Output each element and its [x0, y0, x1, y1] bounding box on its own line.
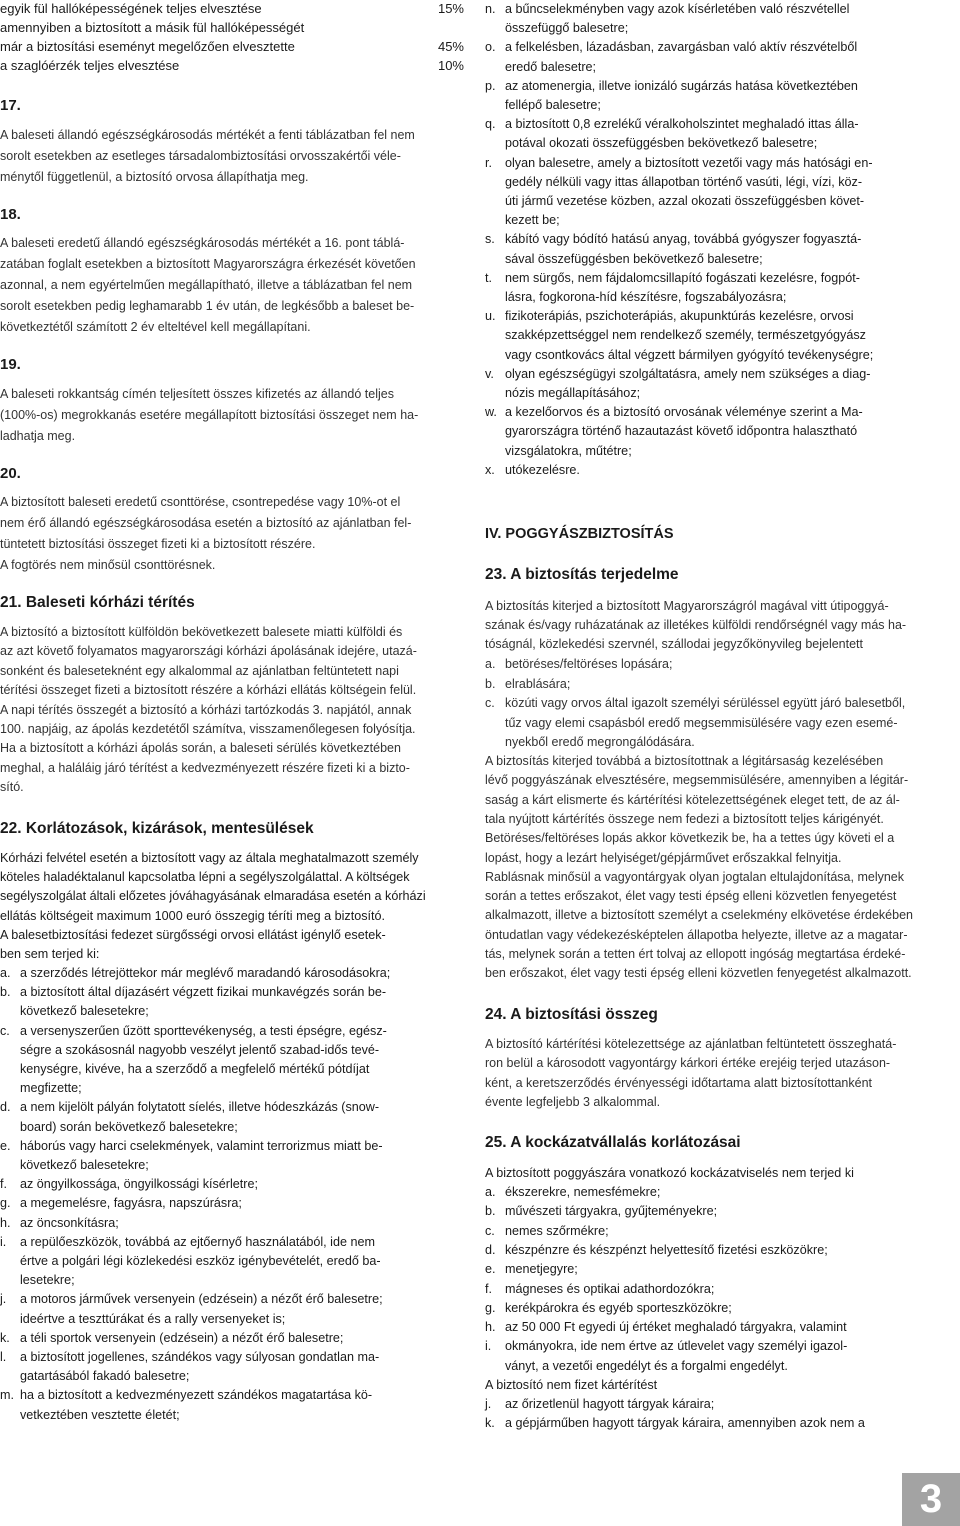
list-item-text: kezett be; — [505, 213, 560, 228]
paragraph-line: (100%-os) megrokkanás esetére megállapított biztosítási összeget nem ha- — [0, 408, 419, 422]
list-item-text: közúti vagy orvos által igazolt személyi sérüléssel együtt járó balesetből, — [505, 696, 906, 710]
list-item — [0, 1367, 468, 1385]
paragraph-line: során a tettes erőszakot, élet vagy testi épség elleni közvetlen fenyegetést — [485, 889, 897, 904]
list-item-text: a szerződés létrejöttekor már meglévő maradandó károsodásokra; — [20, 966, 391, 980]
paragraph-line: A biztosítás kiterjed továbbá a biztosítottnak a légitársaság kezelésében — [485, 754, 884, 768]
list-item — [485, 58, 957, 76]
paragraph-line: lévő poggyászának elvesztésére, megsemmisülésére, amennyiben a légitár- — [485, 773, 909, 788]
section-heading: 22. Korlátozások, kizárások, mentesülések — [0, 820, 314, 837]
list-item-text: az 50 000 Ft egyedi új értéket meghaladó tárgyakra, valamint — [505, 1320, 847, 1335]
list-item — [485, 192, 957, 210]
paragraph-line: sorolt esetekben az esetleges társadalombiztosítási orvosszakértői véle- — [0, 149, 401, 163]
list-marker: v. — [485, 366, 494, 381]
list-marker: j. — [0, 1292, 7, 1307]
paragraph-line: A fogtörés nem minősül csonttörésnek. — [0, 558, 216, 572]
table-label: a szaglóérzék teljes elvesztése — [0, 58, 180, 73]
section-heading: IV. POGGYÁSZBIZTOSÍTÁS — [485, 526, 674, 542]
list-marker: c. — [0, 1023, 10, 1038]
list-marker: e. — [0, 1138, 11, 1153]
list-item-text: a kezelőorvos és a biztosító orvosának véleménye szerint a Ma- — [505, 405, 863, 420]
list-item-text: ségre a szokásosnál nagyobb veszélyt jelentő szabad-idős tevé- — [20, 1042, 380, 1057]
list-marker: a. — [0, 966, 11, 980]
list-marker: w. — [485, 405, 497, 420]
list-item — [485, 422, 957, 440]
paragraph-line: 100. napjáig, az ápolás kezdetétől számítva, visszamenőlegesen folyósítja. — [0, 722, 416, 736]
paragraph-line: segélyszolgálat általi előzetes jóváhagyásának elmaradása esetén a kórházi — [0, 889, 426, 904]
paragraph-line: Betöréses/feltöréses lopás akkor következik be, ha a tettes úgy követi el a — [485, 831, 895, 846]
list-item-text: vizsgálatokra, műtétre; — [505, 443, 632, 458]
list-item — [0, 1233, 468, 1251]
list-item-text: nyekből eredő megrongálódására. — [505, 735, 695, 749]
paragraph-line: ként, a keretszerződés érvényességi időtartama alatt biztosítottanként — [485, 1075, 873, 1090]
list-marker: o. — [485, 40, 496, 55]
list-marker: s. — [485, 232, 495, 247]
list-item — [485, 38, 957, 56]
list-item — [485, 1395, 957, 1413]
list-item-text: művészeti tárgyakra, gyűjteményekre; — [505, 1204, 718, 1219]
list-item-text: nem sürgős, nem fájdalomcsillapító fogászati kezelésre, fogpót- — [505, 270, 860, 285]
paragraph-line: ben sem terjed ki: — [0, 947, 100, 961]
section-heading: 19. — [0, 356, 21, 373]
section-heading: 20. — [0, 465, 21, 482]
section-heading: 17. — [0, 97, 21, 114]
list-item-text: megfizette; — [20, 1081, 82, 1096]
list-marker: x. — [485, 462, 495, 477]
list-item-text: betöréses/feltöréses lopására; — [505, 657, 673, 671]
paragraph-line: azonnal, a nem egyértelműen megállapítható, illetve a táblázatban fel nem — [0, 278, 413, 292]
paragraph-line: A napi térítés összegét a biztosító a kórházi tartózkodás 3. napjától, annak — [0, 702, 412, 717]
paragraph-line: ellátás költségeit maximum 1000 euró összegig téríti meg a biztosító. — [0, 908, 385, 923]
list-marker: i. — [0, 1234, 7, 1249]
list-marker: u. — [485, 309, 496, 324]
list-item — [485, 346, 957, 364]
list-item — [485, 675, 957, 693]
paragraph-line: sorolt esetekben pedig leghamarabb 1 év után, de legkésőbb a baleset be- — [0, 299, 415, 313]
list-item-text: készpénzre és készpénzt helyettesítő fizetési eszközökre; — [505, 1242, 828, 1257]
page-number: 3 — [902, 1473, 960, 1526]
list-item-text: lásra, fogkorona-híd készítésre, fogszabályozásra; — [505, 290, 787, 304]
list-item — [485, 115, 957, 133]
list-item-text: gatartásából fakadó balesetre; — [20, 1369, 190, 1384]
list-item-text: utókezelésre. — [505, 462, 580, 477]
paragraph-line: alkalmazott, illetve a biztosított személyt a cselekmény elkövetése érdekében — [485, 908, 913, 923]
list-marker: f. — [0, 1177, 7, 1192]
list-item — [485, 307, 957, 325]
list-item — [485, 288, 957, 306]
paragraph-line: tás, melynek során a tetten ért tolvaj az ellopott ingóság megtartása érdeké- — [485, 947, 906, 961]
paragraph-line: ron belül a károsodott vagyontárgy kárkori értéke erejéig terjed utazáson- — [485, 1056, 891, 1071]
paragraph-line: tala nyújtott kártérítés összege nem fedezi a biztosított teljes kárigényét. — [485, 811, 884, 826]
list-item — [0, 1041, 468, 1059]
list-marker: h. — [0, 1215, 11, 1230]
paragraph-line: saság a kárt elismerte és kártérítési kötelezettségének eleget tett, de az ál- — [485, 792, 900, 807]
paragraph-line: tóságnál, közlekedési szervnél, szállodai jegyzőkönyvileg bejelentett — [485, 637, 863, 652]
section-heading: 24. A biztosítási összeg — [485, 1006, 658, 1023]
list-item — [485, 442, 957, 460]
list-item — [0, 1137, 468, 1155]
list-marker: b. — [485, 1204, 496, 1219]
paragraph-line: Ha a biztosított a kórházi ápolás során, a baleseti sérülés következtében — [0, 741, 401, 756]
list-item — [485, 19, 957, 37]
list-marker: n. — [485, 2, 496, 16]
list-item — [485, 1337, 957, 1355]
section-heading: 23. A biztosítás terjedelme — [485, 566, 679, 583]
paragraph-line: A biztosítás kiterjed a biztosított Magyarországról magával vitt útipoggyá- — [485, 599, 889, 613]
list-item — [485, 384, 957, 402]
list-item-text: háborús vagy harci cselekmények, valamint terrorizmus miatt be- — [20, 1138, 383, 1153]
paragraph-line: következtétől számított 2 év elteltével kell megállapítani. — [0, 320, 311, 334]
paragraph-line: sító. — [0, 780, 24, 795]
section-heading: 18. — [0, 206, 21, 223]
table-value: 15% — [437, 1, 464, 16]
list-item — [485, 1241, 957, 1259]
list-item — [0, 1290, 468, 1308]
list-item-text: potával okozati összefüggésben bekövetkező balesetre; — [505, 136, 818, 151]
list-item — [485, 1357, 957, 1375]
paragraph-line: köteles haladéktalanul kapcsolatba lépni a segélyszolgálattal. A költségek — [0, 870, 410, 885]
list-item-text: kerékpárokra és egyéb sporteszközökre; — [505, 1300, 732, 1315]
list-item-text: a motoros járművek versenyein (edzésein) a nézőt érő balesetre; — [20, 1292, 383, 1307]
list-item-text: lesetekre; — [20, 1273, 75, 1288]
list-marker: c. — [485, 696, 495, 710]
paragraph-line: A baleseti rokkantság címén teljesített összes kifizetés az állandó teljes — [0, 387, 394, 401]
table-row — [0, 19, 468, 37]
paragraph-line: ben erőszakot, élet vagy testi épség elleni közvetlen fenyegetést alkalmazott. — [485, 966, 912, 981]
list-item-text: vetkeztében vesztette életét; — [20, 1407, 180, 1422]
list-item-text: kábító vagy bódító hatású anyag, továbbá gyógyszer fogyasztá- — [505, 232, 862, 247]
list-item-text: elrablására; — [505, 676, 571, 691]
list-item — [0, 1214, 468, 1232]
list-item-text: a biztosított jogellenes, szándékos vagy súlyosan gondatlan ma- — [20, 1350, 380, 1364]
list-item — [0, 1098, 468, 1116]
list-item — [485, 365, 957, 383]
list-item-text: ványt, a vezetői engedélyt és a forgalmi engedélyt. — [505, 1358, 788, 1373]
list-item — [485, 173, 957, 191]
list-item — [0, 1060, 468, 1078]
list-item-text: nózis megállapításához; — [505, 386, 641, 400]
list-item — [485, 211, 957, 229]
list-item — [485, 714, 957, 732]
paragraph-line: öntudatlan vagy védekezésképtelen állapotba helyezte, illetve az a magatar- — [485, 927, 908, 942]
list-marker: c. — [485, 1223, 495, 1238]
list-item-text: a repülőeszközök, továbbá az ejtőernyő használatából, ide nem — [20, 1234, 375, 1249]
paragraph-line: meghal, a haláláig járó térítést a kedvezményezett részére fizeti ki a bizto- — [0, 760, 410, 775]
paragraph-line: ménytől függetlenül, a biztosító orvosa állapíthatja meg. — [0, 170, 309, 184]
list-item — [485, 1280, 957, 1298]
table-row — [0, 57, 468, 75]
paragraph-line: nem érő állandó egészségkárosodása esetén a biztosító az ajánlatban fel- — [0, 516, 412, 530]
list-item-text: következő balesetekre; — [20, 1158, 149, 1172]
list-item-text: mágneses és optikai adathordozókra; — [505, 1281, 715, 1296]
list-item-text: úti jármű vezetése közben, azzal okozati összefüggésben követ- — [505, 194, 865, 208]
list-item-text: a biztosított 0,8 ezrelékű véralkoholszintet meghaladó ittas álla- — [505, 117, 859, 132]
list-item-text: olyan egészségügyi szolgáltatásra, amely nem szükséges a diag- — [505, 366, 871, 381]
list-item — [485, 1299, 957, 1317]
list-item — [485, 77, 957, 95]
paragraph-line: A biztosító a biztosított külföldön bekövetkezett balesete miatti külföldi és — [0, 625, 403, 639]
list-item — [485, 154, 957, 172]
paragraph-line: Kórházi felvétel esetén a biztosított vagy az általa meghatalmazott személy — [0, 851, 419, 865]
list-item — [485, 1202, 957, 1220]
list-item — [485, 1183, 957, 1201]
list-item — [0, 1022, 468, 1040]
list-item-text: az öncsonkításra; — [20, 1215, 119, 1230]
paragraph-line: A biztosított baleseti eredetű csonttörése, csontrepedése vagy 10%-ot el — [0, 495, 401, 509]
paragraph-line: A baleseti állandó egészségkárosodás mértékét a fenti táblázatban fel nem — [0, 128, 415, 142]
list-item — [485, 230, 957, 248]
list-marker: t. — [485, 270, 492, 285]
paragraph-line: A balesetbiztosítási fedezet sürgősségi orvosi ellátást igénylő esetek- — [0, 927, 386, 942]
list-item — [0, 1079, 468, 1097]
list-item-text: az öngyilkossága, öngyilkossági kísérletre; — [20, 1177, 259, 1192]
paragraph-line: szának és/vagy ruházatának az illetékes külföldi rendőrségnél vagy más ha- — [485, 618, 907, 633]
list-item-text: kenységre, kivéve, ha a szerződő a megfelelő mértékű pótdíjat — [20, 1062, 370, 1076]
list-marker: a. — [485, 657, 496, 671]
list-item — [0, 983, 468, 1001]
list-item — [485, 694, 957, 712]
list-item — [485, 1222, 957, 1240]
list-marker: f. — [485, 1281, 492, 1296]
list-item — [0, 1271, 468, 1289]
list-marker: r. — [485, 155, 492, 170]
list-marker: g. — [0, 1196, 11, 1211]
list-item — [485, 250, 957, 268]
list-item-text: fizikoterápiás, pszichoterápiás, akupunktúrás kezelésre, orvosi — [505, 309, 854, 324]
list-marker: p. — [485, 78, 496, 93]
table-label: már a biztosítási eseményt megelőzően elvesztette — [0, 39, 295, 54]
list-item — [485, 461, 957, 479]
list-item-text: ékszerekre, nemesfémekre; — [505, 1185, 661, 1199]
list-item-text: a biztosított által díjazásért végzett fizikai munkavégzés során be- — [20, 985, 387, 1000]
list-item — [0, 1175, 468, 1193]
list-item-text: board) során bekövetkező balesetekre; — [20, 1119, 238, 1134]
list-item-text: okmányokra, ide nem értve az útlevelet vagy személyi igazol- — [505, 1339, 848, 1354]
list-item — [485, 0, 957, 18]
list-item-text: vagy csontkovács által végzett bármilyen gyógyító tevékenységre; — [505, 347, 874, 362]
list-item-text: gyarországra történő hazautazást követő időpontra halasztható — [505, 424, 858, 439]
paragraph-line: évente legfeljebb 3 alkalommal. — [485, 1095, 661, 1110]
paragraph-line: tüntetett biztosítási összeget fizeti ki a biztosított részére. — [0, 537, 316, 551]
paragraph-line: ladhatja meg. — [0, 429, 76, 443]
list-item-text: sával összefüggésben bekövetkező balesetre; — [505, 251, 763, 266]
list-item — [485, 1318, 957, 1336]
table-label: egyik fül hallóképességének teljes elvesztése — [0, 1, 262, 16]
list-marker: k. — [0, 1330, 10, 1345]
list-item-text: menetjegyre; — [505, 1262, 578, 1277]
list-marker: q. — [485, 117, 496, 132]
list-item — [0, 964, 468, 982]
list-item-text: fellépő balesetre; — [505, 98, 601, 112]
list-item — [0, 1386, 468, 1404]
paragraph-line: Rablásnak minősül a vagyontárgyak olyan jogtalan eltulajdonítása, melynek — [485, 869, 905, 884]
paragraph-line: A biztosított poggyászára vonatkozó kockázatviselés nem terjed ki — [485, 1166, 854, 1180]
list-item-text: az atomenergia, illetve ionizáló sugárzás hatása következtében — [505, 78, 858, 93]
table-row — [0, 0, 468, 18]
list-marker: k. — [485, 1416, 495, 1431]
table-value: 45% — [437, 39, 464, 54]
list-item — [485, 403, 957, 421]
list-item-text: a bűncselekményben vagy azok kísérletében való részvétellel — [505, 2, 850, 16]
list-item — [0, 1406, 468, 1424]
list-item — [0, 1329, 468, 1347]
list-item — [485, 655, 957, 673]
list-marker: m. — [0, 1388, 14, 1403]
list-marker: e. — [485, 1262, 496, 1277]
list-item-text: a nem kijelölt pályán folytatott síelés, illetve hódeszkázás (snow- — [20, 1100, 380, 1115]
list-marker: a. — [485, 1185, 496, 1199]
list-marker: i. — [485, 1339, 492, 1354]
list-item — [0, 1118, 468, 1136]
list-item — [485, 1414, 957, 1432]
list-marker: g. — [485, 1300, 496, 1315]
list-item-text: a gépjárműben hagyott tárgyak káraira, amennyiben azok nem a — [505, 1416, 865, 1431]
paragraph-line: A baleseti eredetű állandó egészségkárosodás mértékét a 16. pont táblá- — [0, 236, 405, 250]
list-item-text: következő balesetekre; — [20, 1004, 149, 1019]
list-item — [0, 1002, 468, 1020]
list-item — [485, 96, 957, 114]
table-label: amennyiben a biztosított a másik fül hallóképességét — [0, 20, 305, 35]
section-heading: 21. Baleseti kórházi térítés — [0, 594, 195, 611]
list-item — [485, 733, 957, 751]
list-item-text: a versenyszerűen űzött sporttevékenység, a testi épségre, egész- — [20, 1023, 387, 1038]
paragraph-line: A biztosító nem fizet kártérítést — [485, 1378, 658, 1392]
list-item — [0, 1348, 468, 1366]
list-item-text: értve a polgári légi közlekedési eszköz igénybevételét, eredő ba- — [20, 1254, 381, 1268]
list-item — [485, 134, 957, 152]
list-item-text: összefüggő balesetre; — [505, 21, 629, 36]
list-item — [485, 1260, 957, 1278]
list-item — [485, 326, 957, 344]
paragraph-line: A biztosító kártérítési kötelezettsége az ajánlatban feltüntetett összeghatá- — [485, 1037, 897, 1051]
paragraph-line: az azt követő folyamatos magyarországi kórházi ápolásának idejére, utazá- — [0, 644, 417, 659]
list-item — [485, 269, 957, 287]
list-item — [0, 1194, 468, 1212]
list-item-text: az őrizetlenül hagyott tárgyak káraira; — [505, 1397, 715, 1411]
section-heading: 25. A kockázatvállalás korlátozásai — [485, 1134, 741, 1151]
table-row — [0, 38, 468, 56]
list-item-text: a megemelésre, fagyásra, napszúrásra; — [20, 1196, 242, 1211]
paragraph-line: lopást, hogy a lezárt helyiséget/gépjárművet erőszakkal felnyitja. — [485, 850, 842, 865]
list-marker: j. — [485, 1397, 492, 1411]
list-item-text: ha a biztosított a kedvezményezett szándékos magatartása kö- — [20, 1388, 373, 1403]
list-item — [0, 1156, 468, 1174]
list-item-text: ideértve a teszttúrákat és a rally versenyeket is; — [20, 1311, 286, 1326]
list-item — [0, 1310, 468, 1328]
list-item-text: tűz vagy elemi csapásból eredő megsemmisülésére vagy ezen esemé- — [505, 715, 898, 730]
list-marker: d. — [0, 1100, 11, 1115]
list-marker: b. — [0, 985, 11, 1000]
paragraph-line: zatában foglalt esetekben a biztosított Magyarországra érkezését követően — [0, 257, 416, 271]
list-item — [0, 1252, 468, 1270]
list-item-text: szakképzettséggel nem rendelkező személy, természetgyógyász — [505, 328, 866, 343]
list-marker: d. — [485, 1242, 496, 1257]
list-marker: l. — [0, 1350, 7, 1364]
paragraph-line: sonként és baleseteknént egy alkalommal az ajánlatban feltüntetett napi — [0, 663, 399, 678]
list-marker: b. — [485, 676, 496, 691]
list-item-text: nemes szőrmékre; — [505, 1223, 609, 1238]
list-item-text: a téli sportok versenyein (edzésein) a nézőt érő balesetre; — [20, 1330, 344, 1345]
list-item-text: eredő balesetre; — [505, 59, 597, 74]
table-value: 10% — [437, 58, 464, 73]
list-marker: h. — [485, 1320, 496, 1335]
list-item-text: a felkelésben, lázadásban, zavargásban való aktív részvételből — [505, 40, 858, 55]
list-item-text: olyan balesetre, amely a biztosított vezetői vagy más hatósági en- — [505, 155, 873, 170]
paragraph-line: térítési összeget fizeti a biztosított részére a kórházi ellátás költségein felül. — [0, 683, 417, 698]
list-item-text: gedély nélküli vagy ittas állapotban történő vasúti, légi, vízi, köz- — [505, 174, 863, 189]
